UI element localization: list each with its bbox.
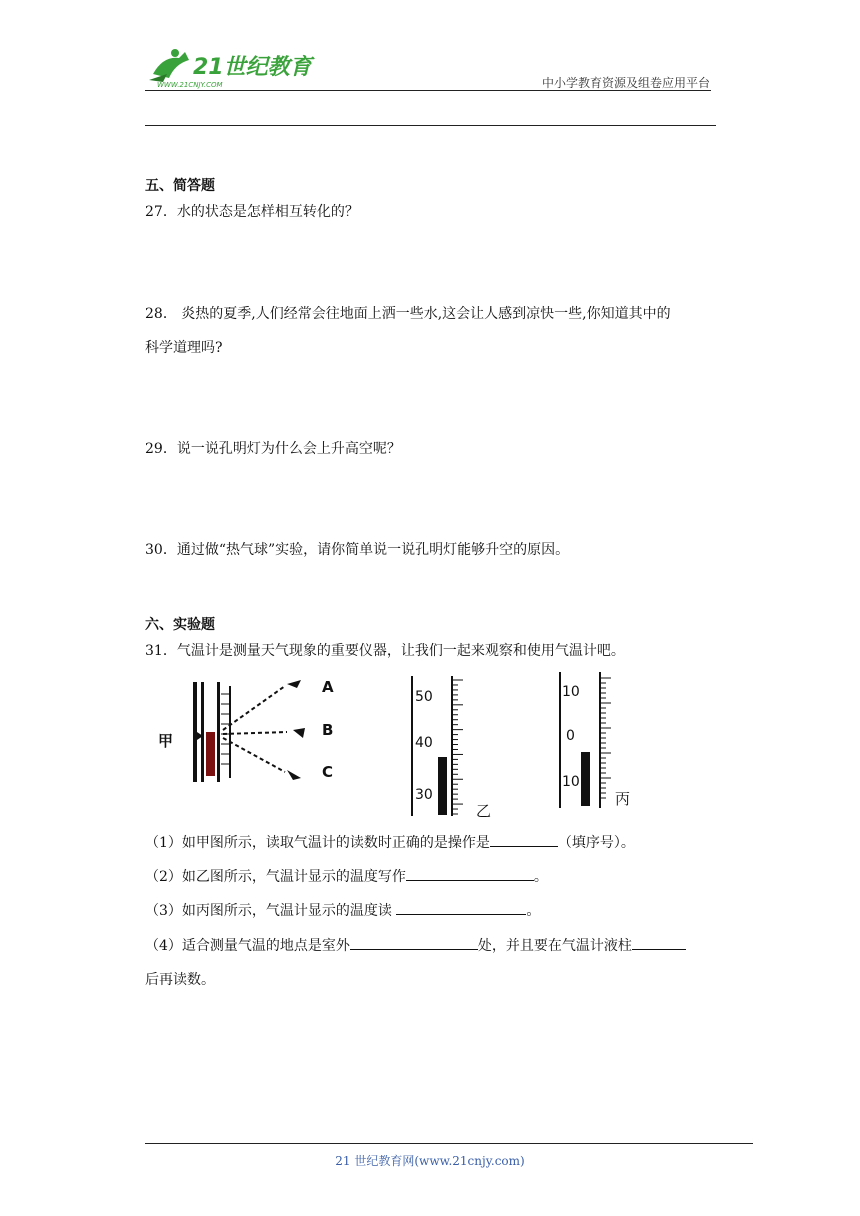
logo xyxy=(145,44,315,90)
sub-question-4-line2: 后再读数。 xyxy=(145,972,215,988)
header-divider xyxy=(145,90,711,91)
figure-bing-tick-10-bottom: 10 xyxy=(562,774,580,790)
eye-c-icon xyxy=(287,770,301,780)
figure-jia-label: 甲 xyxy=(158,732,174,750)
logo-url: WWW.21CNJY.COM xyxy=(157,81,223,89)
figure-jia xyxy=(155,672,355,792)
logo-text: 21世纪教育 xyxy=(193,55,312,80)
view-c-label: C xyxy=(322,763,334,781)
answer-blank-3[interactable] xyxy=(396,900,526,915)
question-30: 30．通过做“热气球”实验，请你简单说一说孔明灯能够升空的原因。 xyxy=(145,542,570,558)
view-b-label: B xyxy=(322,721,334,739)
section-title-experiment: 六、实验题 xyxy=(145,617,215,633)
figure-bing xyxy=(553,668,653,820)
sub-question-1: （1）如甲图所示，读取气温计的读数时正确的是操作是 （填序号）。 xyxy=(145,826,725,860)
question-27: 27．水的状态是怎样相互转化的？ xyxy=(145,204,359,220)
top-rule xyxy=(145,125,716,126)
answer-blank-4a[interactable] xyxy=(350,935,478,950)
figure-bing-tick-0: 0 xyxy=(566,728,575,744)
eye-b-icon xyxy=(293,728,305,738)
question-28-line1: 28． 炎热的夏季,人们经常会往地面上洒一些水,这会让人感到凉快一些,你知道其中的 xyxy=(145,306,671,322)
answer-blank-1[interactable] xyxy=(490,832,558,847)
figure-yi xyxy=(405,668,505,820)
figure-bing-tick-10-top: 10 xyxy=(562,684,580,700)
figure-bing-liquid xyxy=(581,752,590,806)
question-28-line2: 科学道理吗? xyxy=(145,340,223,356)
answer-blank-2[interactable] xyxy=(406,866,534,881)
eye-a-icon xyxy=(287,680,301,688)
question-29: 29．说一说孔明灯为什么会上升高空呢？ xyxy=(145,441,401,457)
logo-runner-icon xyxy=(145,44,315,90)
sub-question-2: （2）如乙图所示，气温计显示的温度写作 。 xyxy=(145,860,725,894)
figure-bing-label: 丙 xyxy=(615,790,631,808)
figure-yi-tick-40: 40 xyxy=(415,735,433,751)
figure-yi-tick-30: 30 xyxy=(415,787,433,803)
footer-divider xyxy=(145,1143,753,1144)
figure-yi-label: 乙 xyxy=(476,802,492,820)
answer-blank-4b[interactable] xyxy=(632,935,686,950)
figure-yi-liquid xyxy=(438,757,447,815)
platform-name: 中小学教育资源及组卷应用平台 xyxy=(541,76,710,90)
sub-question-3: （3）如丙图所示，气温计显示的温度读 。 xyxy=(145,894,725,928)
section-title-short-answer: 五、简答题 xyxy=(145,178,215,194)
sub-question-4: （4）适合测量气温的地点是室外 处，并且要在气温计液柱 xyxy=(145,929,725,963)
footer-text: 21 世纪教育网(www.21cnjy.com) xyxy=(335,1154,525,1168)
figure-yi-tick-50: 50 xyxy=(415,689,433,705)
question-31: 31．气温计是测量天气现象的重要仪器，让我们一起来观察和使用气温计吧。 xyxy=(145,643,625,659)
view-a-label: A xyxy=(322,678,334,696)
figure-jia-liquid xyxy=(206,732,215,776)
